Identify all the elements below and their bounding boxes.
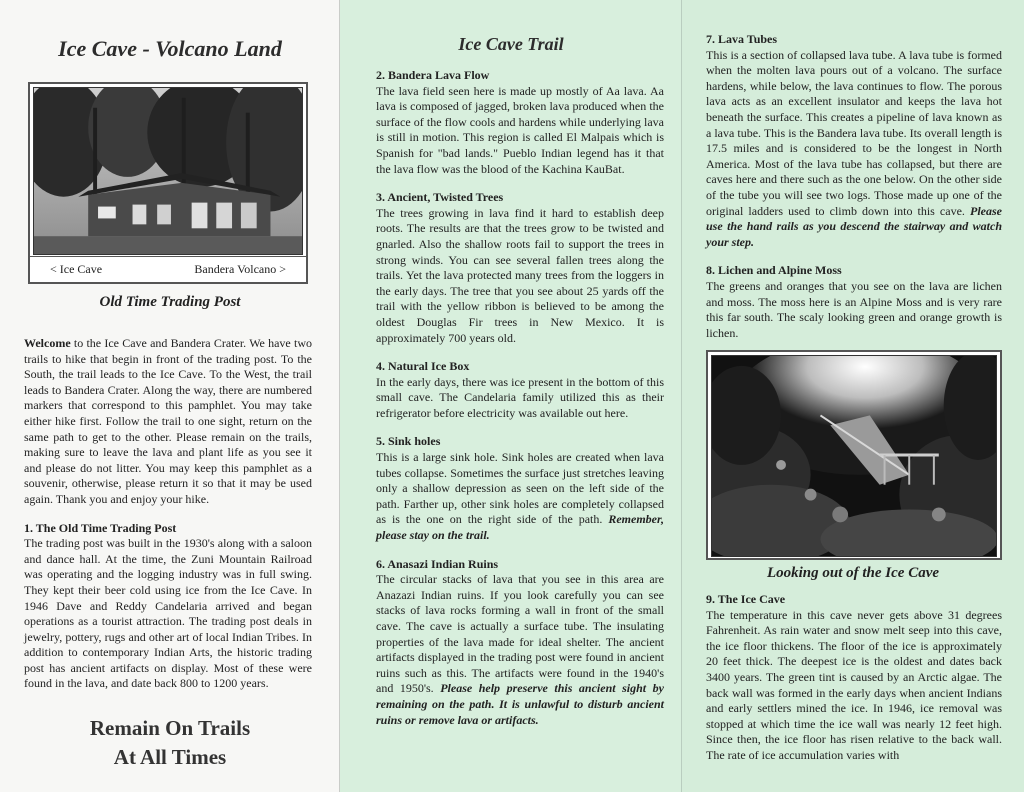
section-6-emphasis: Please help preserve this ancient sight by remaining on the path. It is unlawful to disturb ancient ruins or remove lava or artifacts.: [376, 681, 664, 727]
welcome-paragraph: [24, 336, 312, 508]
section-4: [376, 359, 664, 421]
section-2: [376, 68, 664, 177]
left-panel: [0, 0, 340, 792]
section-4-text: In the early days, there was ice present in the bottom of this small cave. The Candelaria family utilized this as their refrigerator before electricity was available out here.: [376, 374, 664, 420]
section-3-heading: 3. Ancient, Twisted Trees: [376, 190, 504, 205]
welcome-text: to the Ice Cave and Bandera Crater. We have two trails to hike that begin in front of the trading post. To the South, the trail leads to the Ice Cave. To the West, the trail leads to Bandera Crater. Along the way, there are numbered markers that correspond to this pamphlet. You may take either hike first. Follow the trail to one sight, return on the same path to get to the other. Please remain on the trails, making sure to leave the lava and plant life as you see it and please do not litter. You may keep this pamphlet as a souvenir, otherwise, please return it so that it may be used again. Thank you and enjoy your hike.: [24, 336, 312, 506]
section-6-text: The circular stacks of lava that you see in this area are Anazazi Indian ruins. If you look carefully you can see stacks of lava rocks forming a wall in front of the small cave. The cave is actually a surface tube. The insulating properties of the lava made for ideal shelter. The ancient artifacts displayed in the trading post were found in ancient ruins such as this. The artifacts were found in the 1940's and 1950's.: [376, 572, 664, 696]
section-2-heading: 2. Bandera Lava Flow: [376, 68, 490, 82]
section-5-paragraph: [376, 450, 664, 544]
remain-line-1: Remain On Trails: [89, 716, 251, 740]
remain-line-2: At All Times: [113, 745, 227, 769]
section-6: [376, 557, 664, 729]
section-1: [24, 521, 312, 693]
section-1-text: The trading post was built in the 1930's along with a saloon and dance hall. At the time, the Zuni Mountain Railroad was operating and the logging industry was in full swing. They kept their beer cold using ice from the Ice Cave. In 1946 Dave and Reddy Candelaria arrived and began operations as a tourist attraction. The trading post deals in jewelry, pottery, rugs and other art of local Indian Tribes. In addition to contemporary Indian Arts, the historic trading post has ancient artifacts on display. Most of these were found in the lava, and date back 800 to 1200 years.: [24, 536, 312, 691]
section-8: [706, 263, 1002, 341]
right-column-text-top: [706, 32, 1002, 354]
section-5: [376, 434, 664, 543]
section-1-heading: 1. The Old Time Trading Post: [24, 520, 177, 535]
photo-caption-left: < Ice Cave: [50, 262, 103, 276]
section-7: [706, 32, 1002, 250]
section-8-heading: 8. Lichen and Alpine Moss: [706, 263, 842, 278]
section-3: [376, 190, 664, 346]
section-5-text: This is a large sink hole. Sink holes are created when lava tubes collapse. Sometimes the surface just stretches leaving only a shallow depression as seen on the left side of the path. Farther up, other sink holes are completely collapsed as is the one on the right side of the path.: [376, 450, 664, 527]
section-6-paragraph: [376, 572, 664, 728]
ice-cave-image: [711, 355, 997, 557]
section-2-text: The lava field seen here is made up mostly of Aa lava. Aa lava is composed of jagged, broken lava produced when the surface of the flow cools and hardens while underlying lava is still in motion. This region is called El Malpais which is Spanish for "bad lands." Pueblo Indian legend has it that the lava flow was the blood of the Kachina KauBat.: [376, 83, 664, 176]
section-5-emphasis: Remember, please stay on the trail.: [376, 512, 664, 543]
section-8-text: The greens and oranges that you see on the lava are lichen and moss. The moss here is an Alpine Moss and is very rare this far south. The scaly looking green and orange growth is lichen.: [706, 278, 1002, 340]
trail-title: Ice Cave Trail: [458, 34, 564, 54]
trading-post-photo: [28, 82, 308, 284]
remain-on-trails-notice: [0, 714, 340, 772]
section-7-text: This is a section of collapsed lava tube. A lava tube is formed when the molten lava pours out of a volcano. The surface hardens, while below, the lava continues to flow. The porous lava acts as an excellent insulator and keeps the lava hot beneath the surface. This creates a pipeline of lava known as a lava tube. This is the Bandera lava tube. Its overall length is 17.5 miles and is considered to be the longest in North America. Most of the lava tube has collapsed, but there are caves here and there such as the one below. On the other side of the tube you will see two logs. Those made up one of the original ladders used to climb down into this cave.: [706, 47, 1002, 218]
ice-cave-photo-caption: Looking out of the Ice Cave: [766, 565, 940, 581]
section-5-heading: 5. Sink holes: [376, 434, 441, 449]
section-9: [706, 592, 1002, 764]
welcome-bold: Welcome: [24, 336, 71, 350]
photo-caption: [30, 256, 306, 282]
page-title: Ice Cave - Volcano Land: [58, 36, 282, 61]
section-7-emphasis: Please use the hand rails as you descend the stairway and watch your step.: [706, 203, 1002, 249]
section-subtitle: Old Time Trading Post: [99, 294, 241, 310]
section-3-text: The trees growing in lava find it hard to establish deep roots. The results are that the trees grow to be twisted and gnarled. Also the shallow roots fail to support the trees in strong winds. You can see several fallen trees along the trails. Yet the lava protected many trees from the loggers in the early days. The tree that you see about 25 yards off the trail with the yellow ribbon is believed to be among the oldest Douglas Fir trees in New Mexico. It is approximately 700 years old.: [376, 205, 664, 345]
ice-cave-photo: [706, 350, 1002, 560]
left-column-text: [24, 336, 312, 705]
section-6-heading: 6. Anasazi Indian Ruins: [376, 556, 499, 571]
section-9-heading: 9. The Ice Cave: [706, 592, 786, 606]
middle-column-text: [376, 68, 664, 741]
section-4-heading: 4. Natural Ice Box: [376, 359, 470, 374]
trading-post-image: [33, 87, 303, 255]
right-column-text-bottom: [706, 592, 1002, 777]
section-7-heading: 7. Lava Tubes: [706, 32, 778, 46]
section-9-text: The temperature in this cave never gets above 31 degrees Fahrenheit. As rain water and snow melt seep into this cave, the ice floor thickens. The floor of the ice is approximately 20 feet thick. The deepest ice is the oldest and dates back 3400 years. The green tint is caused by an Arctic algae. The back wall was formed in the early days when ancient Indians and early settlers mined the ice. In 1946, ice removal was stopped at which time the ice wall was nearly 12 feet high. Since then, the ice floor has risen relative to the back wall. The rate of ice accumulation varies with: [706, 607, 1002, 762]
section-7-paragraph: [706, 48, 1002, 251]
photo-caption-right: Bandera Volcano >: [194, 262, 286, 276]
